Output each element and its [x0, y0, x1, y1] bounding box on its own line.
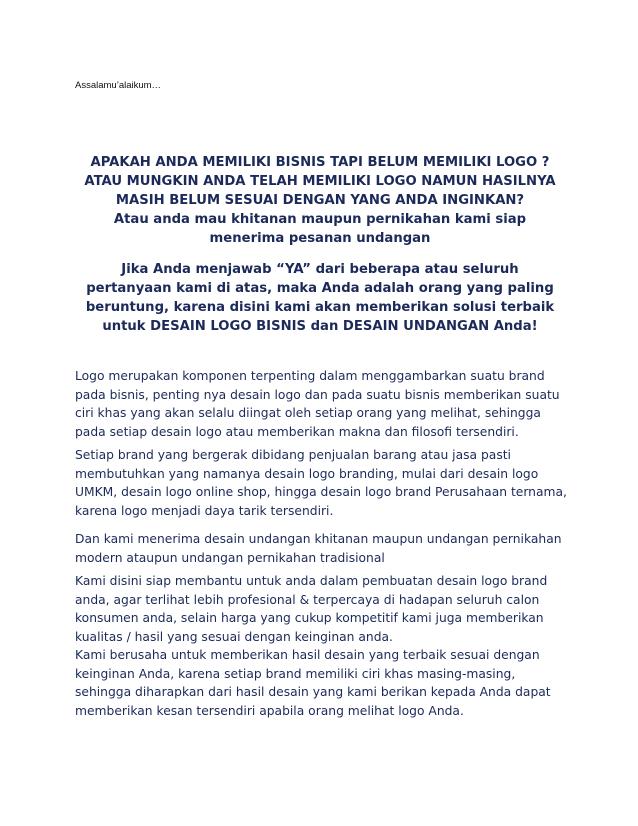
headline-invitation: Atau anda mau khitanan maupun pernikahan kami siap menerima pesanan undangan — [113, 212, 527, 246]
headline-answer: Jika Anda menjawab “YA” dari beberapa atau seluruh pertanyaan kami di atas, maka Anda adalah orang yang paling beruntung, karena disini kami akan memberikan solusi terbaik untuk DESAIN LOGO BISNIS dan DESAIN UNDANGAN Anda! — [85, 262, 555, 334]
body-paragraph-3: Dan kami menerima desain undangan khitanan maupun undangan pernikahan modern ataupun undangan pernikahan tradisional — [75, 532, 562, 565]
body-paragraph-5: Kami berusaha untuk memberikan hasil desain yang terbaik sesuai dengan keinginan Anda, karena setiap brand memiliki ciri khas masing-masing, sehingga diharapkan dari hasil desain yang kami berikan kepada Anda dapat memberikan kesan tersendiri apabila orang melihat logo Anda. — [75, 648, 551, 718]
body-paragraph-4: Kami disini siap membantu untuk anda dalam pembuatan desain logo brand anda, agar terlihat lebih profesional & terpercaya di hadapan seluruh calon konsumen anda, selain harga yang cukup kompetitif kami juga memberikan kualitas / hasil yang sesuai dengan keinginan anda. — [75, 574, 548, 644]
headline-question: APAKAH ANDA MEMILIKI BISNIS TAPI BELUM MEMILIKI LOGO ? ATAU MUNGKIN ANDA TELAH MEMILIKI LOGO NAMUN HASILNYA MASIH BELUM SESUAI DENGAN YANG ANDA INGINKAN? — [84, 155, 556, 208]
greeting-text: Assalamu’alaikum… — [75, 80, 162, 91]
body-paragraph-1: Logo merupakan komponen terpenting dalam menggambarkan suatu brand pada bisnis, penting nya desain logo dan pada suatu bisnis memberikan suatu ciri khas yang akan selalu diingat oleh setiap orang yang melihat, sehingga pada setiap desain logo atau memberikan makna dan filosofi tersendiri. — [75, 369, 560, 439]
body-paragraph-2: Setiap brand yang bergerak dibidang penjualan barang atau jasa pasti membutuhkan yang namanya desain logo branding, mulai dari desain logo UMKM, desain logo online shop, hingga desain logo brand Perusahaan ternama, karena logo menjadi daya tarik tersendiri. — [75, 448, 567, 518]
